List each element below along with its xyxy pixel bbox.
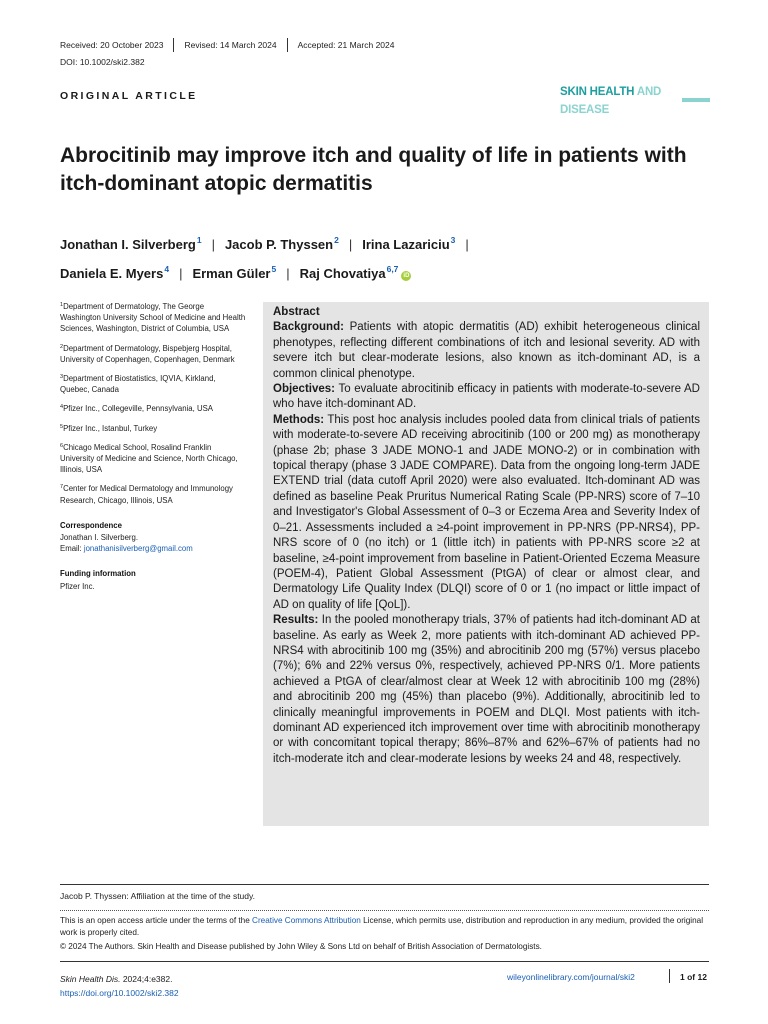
doi-line: DOI: 10.1002/ski2.382 [60,57,145,67]
author-name[interactable]: Jacob P. Thyssen [224,237,334,252]
license-link[interactable]: Creative Commons Attribution [252,916,361,925]
affiliation-item: $^6$Chicago Medical School, Rosalind Franklin University of Medicine and Science, North Chicago, Illinois, USA [60,442,238,475]
author-affiliation-ref[interactable]: 4 [164,264,170,274]
correspondence-email-line: Email: jonathanisilverberg@gmail.com [60,544,193,554]
author-affiliation-ref[interactable]: 1 [196,235,202,245]
affiliation-item: $^5$Pfizer Inc., Istanbul, Turkey [60,423,158,433]
journal-website-link[interactable]: wileyonlinelibrary.com/journal/ski2 [507,972,635,982]
affiliation-item: $^2$Department of Dermatology, Bispebjerg Hospital, University of Copenhagen, Copenhagen, Denmark [60,343,235,364]
funding-text: Pfizer Inc. [60,581,95,591]
revised-date: Revised: 14 March 2024 [184,40,277,50]
author-name[interactable]: Irina Lazariciu [362,237,450,252]
affiliation-item: $^7$Center for Medical Dermatology and Immunology Research, Chicago, Illinois, USA [60,484,233,505]
page-number: 1 of 12 [680,972,707,982]
author-divider: | [211,237,215,252]
journal-logo-bar [682,98,710,102]
date-divider [287,38,288,52]
author-divider: | [348,237,353,252]
journal-logo [560,82,710,116]
article-title: Abrocitinib may improve itch and quality of life in patients with itch-dominant atopic dermatitis [60,144,687,195]
author-name[interactable]: Erman Güler [192,266,271,281]
author-list [60,228,720,286]
footnote: Jacob P. Thyssen: Affiliation at the time of the study. [60,891,255,901]
correspondence-name: Jonathan I. Silverberg. [60,533,139,543]
copyright-text: © 2024 The Authors. Skin Health and Disease published by John Wiley & Sons Ltd on behalf of British Association of Dermatologists. [60,942,542,951]
date-divider [173,38,174,52]
journal-logo-word-2: AND DISEASE [560,86,662,116]
abstract-box [263,302,709,826]
author-affiliation-ref[interactable]: 2 [334,235,339,245]
footer-rule [60,961,709,962]
footer-dotted-rule [60,910,709,911]
author-divider: | [179,266,183,281]
author-affiliation-ref[interactable]: 3 [450,235,456,245]
affiliation-item: $^1$Department of Dermatology, The George Washington University School of Medicine and Health Sciences, Washington, District of Columbia, USA [60,302,246,334]
abstract-methods: Methods: This post hoc analysis includes pooled data from clinical trials of patients with moderate-to-severe AD receiving abrocitinib (100 or 200 mg) as monotherapy (phase 2b; phase 3 JADE MONO-1 and JADE MONO-2) or in combination with topical therapy (phase 3 JADE COMPARE). Data from the ongoing long-term JADE EXTEND trial (data cutoff April 2020) were also evaluated. Itch-dominant AD was defined as baseline Peak Pruritus Numerical Rating Scale (PP-NRS) score of 7–10 and Investigator's Global Assessment of 0–3 or Eczema Area and Severity Index of 0–21. Assessments included a ≥4-point improvement in PP-NRS (PP-NRS4), PP-NRS score of 0 (no itch) or 1 (little itch) in patients with PP-NRS score ≥2 at baseline, ≥4-point improvement from baseline in Patient-Oriented Eczema Measure (POEM-4), Patient Global Assessment (PtGA) of clear or almost clear, and Dermatology Life Quality Index (DLQI) score of 0 or 1 (no impact or little impact of AD on quality of life [QoL]). [273,413,700,611]
orcid-icon[interactable]: iD [403,273,410,279]
email-link[interactable]: jonathanisilverberg@gmail.com [83,544,193,554]
author-name[interactable]: Daniela E. Myers [60,266,164,281]
license-text: This is an open access article under the terms of the Creative Commons Attribution License, which permits use, distribution and reproduction in any medium, provided the original work is properly cited. [60,916,704,937]
footer-rule [60,884,709,885]
received-date: Received: 20 October 2023 [60,40,164,50]
funding-heading: Funding information [60,569,136,579]
article-dates [60,38,395,52]
author-name[interactable]: Raj Chovatiya [299,266,386,281]
author-affiliation-ref[interactable]: 6,7 [386,264,399,274]
doi-link[interactable]: https://doi.org/10.1002/ski2.382 [60,988,179,998]
abstract-heading: Abstract [273,306,320,318]
accepted-date: Accepted: 21 March 2024 [297,40,395,50]
article-type-label: ORIGINAL ARTICLE [60,90,198,102]
abstract-body [263,302,709,767]
author-divider: | [286,266,290,281]
page-divider [669,969,670,983]
author-name[interactable]: Jonathan I. Silverberg [60,237,196,252]
citation [60,972,179,1000]
author-divider: | [465,237,469,252]
correspondence-heading: Correspondence [60,520,122,530]
citation-line: Skin Health Dis. 2024;4:e382. [60,974,173,984]
abstract-results: Results: In the pooled monotherapy trials, 37% of patients had itch-dominant AD at baseline. As early as Week 2, more patients with itch-dominant AD achieved PP-NRS4 with abrocitinib 100 mg (35%) and abrocitinib 200 mg (57%) versus placebo (7%); 6% and 22% versus 0%, respectively, achieved PP-NRS 0/1. More patients achieved a PtGA of clear/almost clear at Week 12 with abrocitinib 100 mg (28%) and abrocitinib 200 mg (45%) than placebo (9%). Additionally, abrocitinib led to clinically meaningful improvements in POEM and DLQI. Most patients with itch-dominant AD experienced itch improvement over time with abrocitinib monotherapy or with concomitant topical therapy; 86%–87% and 62%–67% of patients had no itch-moderate itch and clear-moderate lesions by weeks 24 and 48, respectively. [273,614,700,765]
abstract-background: Background: Patients with atopic dermatitis (AD) exhibit heterogeneous clinical phenotypes, reflecting different combinations of itch and lesional severity. AD with severe itch but clear-moderate lesions, also known as itch-dominant AD, is a common clinical phenotype. [273,321,700,380]
author-affiliation-ref[interactable]: 5 [271,264,277,274]
abstract-objectives: Objectives: To evaluate abrocitinib efficacy in patients with moderate-to-severe AD who have itch-dominant AD. [273,383,700,411]
affiliations-column [60,300,246,592]
affiliation-item: $^3$Department of Biostatistics, IQVIA, Kirkland, Quebec, Canada [60,374,216,395]
affiliation-item: $^4$Pfizer Inc., Collegeville, Pennsylvania, USA [60,404,214,414]
journal-logo-word-1: SKIN HEALTH [560,86,635,98]
